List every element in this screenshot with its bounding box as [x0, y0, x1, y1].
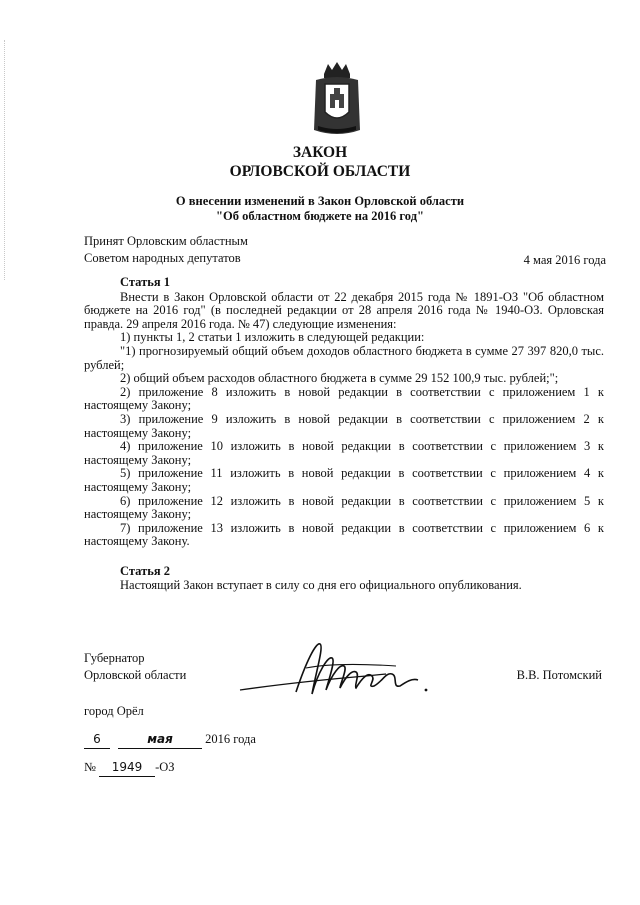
- document-issuer-heading: ОРЛОВСКОЙ ОБЛАСТИ: [229, 163, 411, 180]
- article-1-intro: Внести в Закон Орловской области от 22 декабря 2015 года № 1891-ОЗ "Об областном бюджете на 2016 год" (в последней редакции от 28 апреля 2016 года № 1940-ОЗ. Орловская правда. 29 апреля 2016 года. № 47) следующие изменения:: [84, 289, 604, 331]
- law-number-value: 1949: [99, 759, 155, 777]
- coat-of-arms-icon: [312, 60, 362, 138]
- adoption-block: [84, 233, 248, 267]
- document-subject-line2: "Об областном бюджете на 2016 год": [216, 209, 424, 223]
- article-1-subitem-1: "1) прогнозируемый общий объем доходов областного бюджета в сумме 27 397 820,0 тыс. рублей;: [84, 343, 604, 372]
- document-type-heading: ЗАКОН: [292, 144, 348, 161]
- article-1-item-5: 5) приложение 11 изложить в новой редакции в соответствии с приложением 4 к настоящему Закону;: [84, 466, 604, 494]
- signatory-name: В.В. Потомский: [516, 668, 602, 682]
- signatory-title: [84, 650, 186, 684]
- article-2-text: Настоящий Закон вступает в силу со дня его официального опубликования.: [120, 578, 522, 593]
- signing-month: мая: [118, 731, 202, 749]
- article-1-heading: Статья 1: [120, 275, 170, 289]
- article-1-item-3: 3) приложение 9 изложить в новой редакции в соответствии с приложением 2 к настоящему Закону;: [84, 411, 604, 440]
- law-number: [84, 759, 175, 777]
- adoption-line2: Советом народных депутатов: [84, 251, 241, 265]
- adoption-date: 4 мая 2016 года: [523, 253, 606, 267]
- article-1-item-1: 1) пункты 1, 2 статьи 1 изложить в следующей редакции:: [120, 330, 425, 345]
- law-body: [84, 276, 604, 593]
- signatory-title-line1: Губернатор: [84, 651, 145, 665]
- article-1-item-2: 2) приложение 8 изложить в новой редакции в соответствии с приложением 1 к настоящему Закону;: [84, 384, 604, 413]
- article-1-subitem-2: 2) общий объем расходов областного бюджета в сумме 29 152 100,9 тыс. рублей;";: [120, 371, 559, 386]
- article-1-item-7: 7) приложение 13 изложить в новой редакции в соответствии с приложением 6 к настоящему Закону.: [84, 520, 604, 549]
- document-subject-line1: О внесении изменений в Закон Орловской области: [175, 194, 465, 208]
- signing-date: [84, 731, 256, 749]
- law-number-prefix: №: [84, 760, 96, 774]
- adoption-line1: Принят Орловским областным: [84, 234, 248, 248]
- article-1-item-4: 4) приложение 10 изложить в новой редакции в соответствии с приложением 3 к настоящему Закону;: [84, 439, 604, 467]
- signing-city: город Орёл: [84, 704, 144, 718]
- signatory-title-line2: Орловской области: [84, 668, 187, 682]
- article-2-heading: Статья 2: [120, 563, 170, 578]
- article-spacer: [84, 549, 604, 565]
- article-1-item-6: 6) приложение 12 изложить в новой редакции в соответствии с приложением 5 к настоящему Закону;: [84, 493, 604, 522]
- handwritten-signature: [236, 632, 436, 704]
- signing-day: 6: [84, 731, 110, 749]
- law-number-suffix: -ОЗ: [155, 760, 175, 774]
- signing-year: 2016 года: [205, 732, 256, 746]
